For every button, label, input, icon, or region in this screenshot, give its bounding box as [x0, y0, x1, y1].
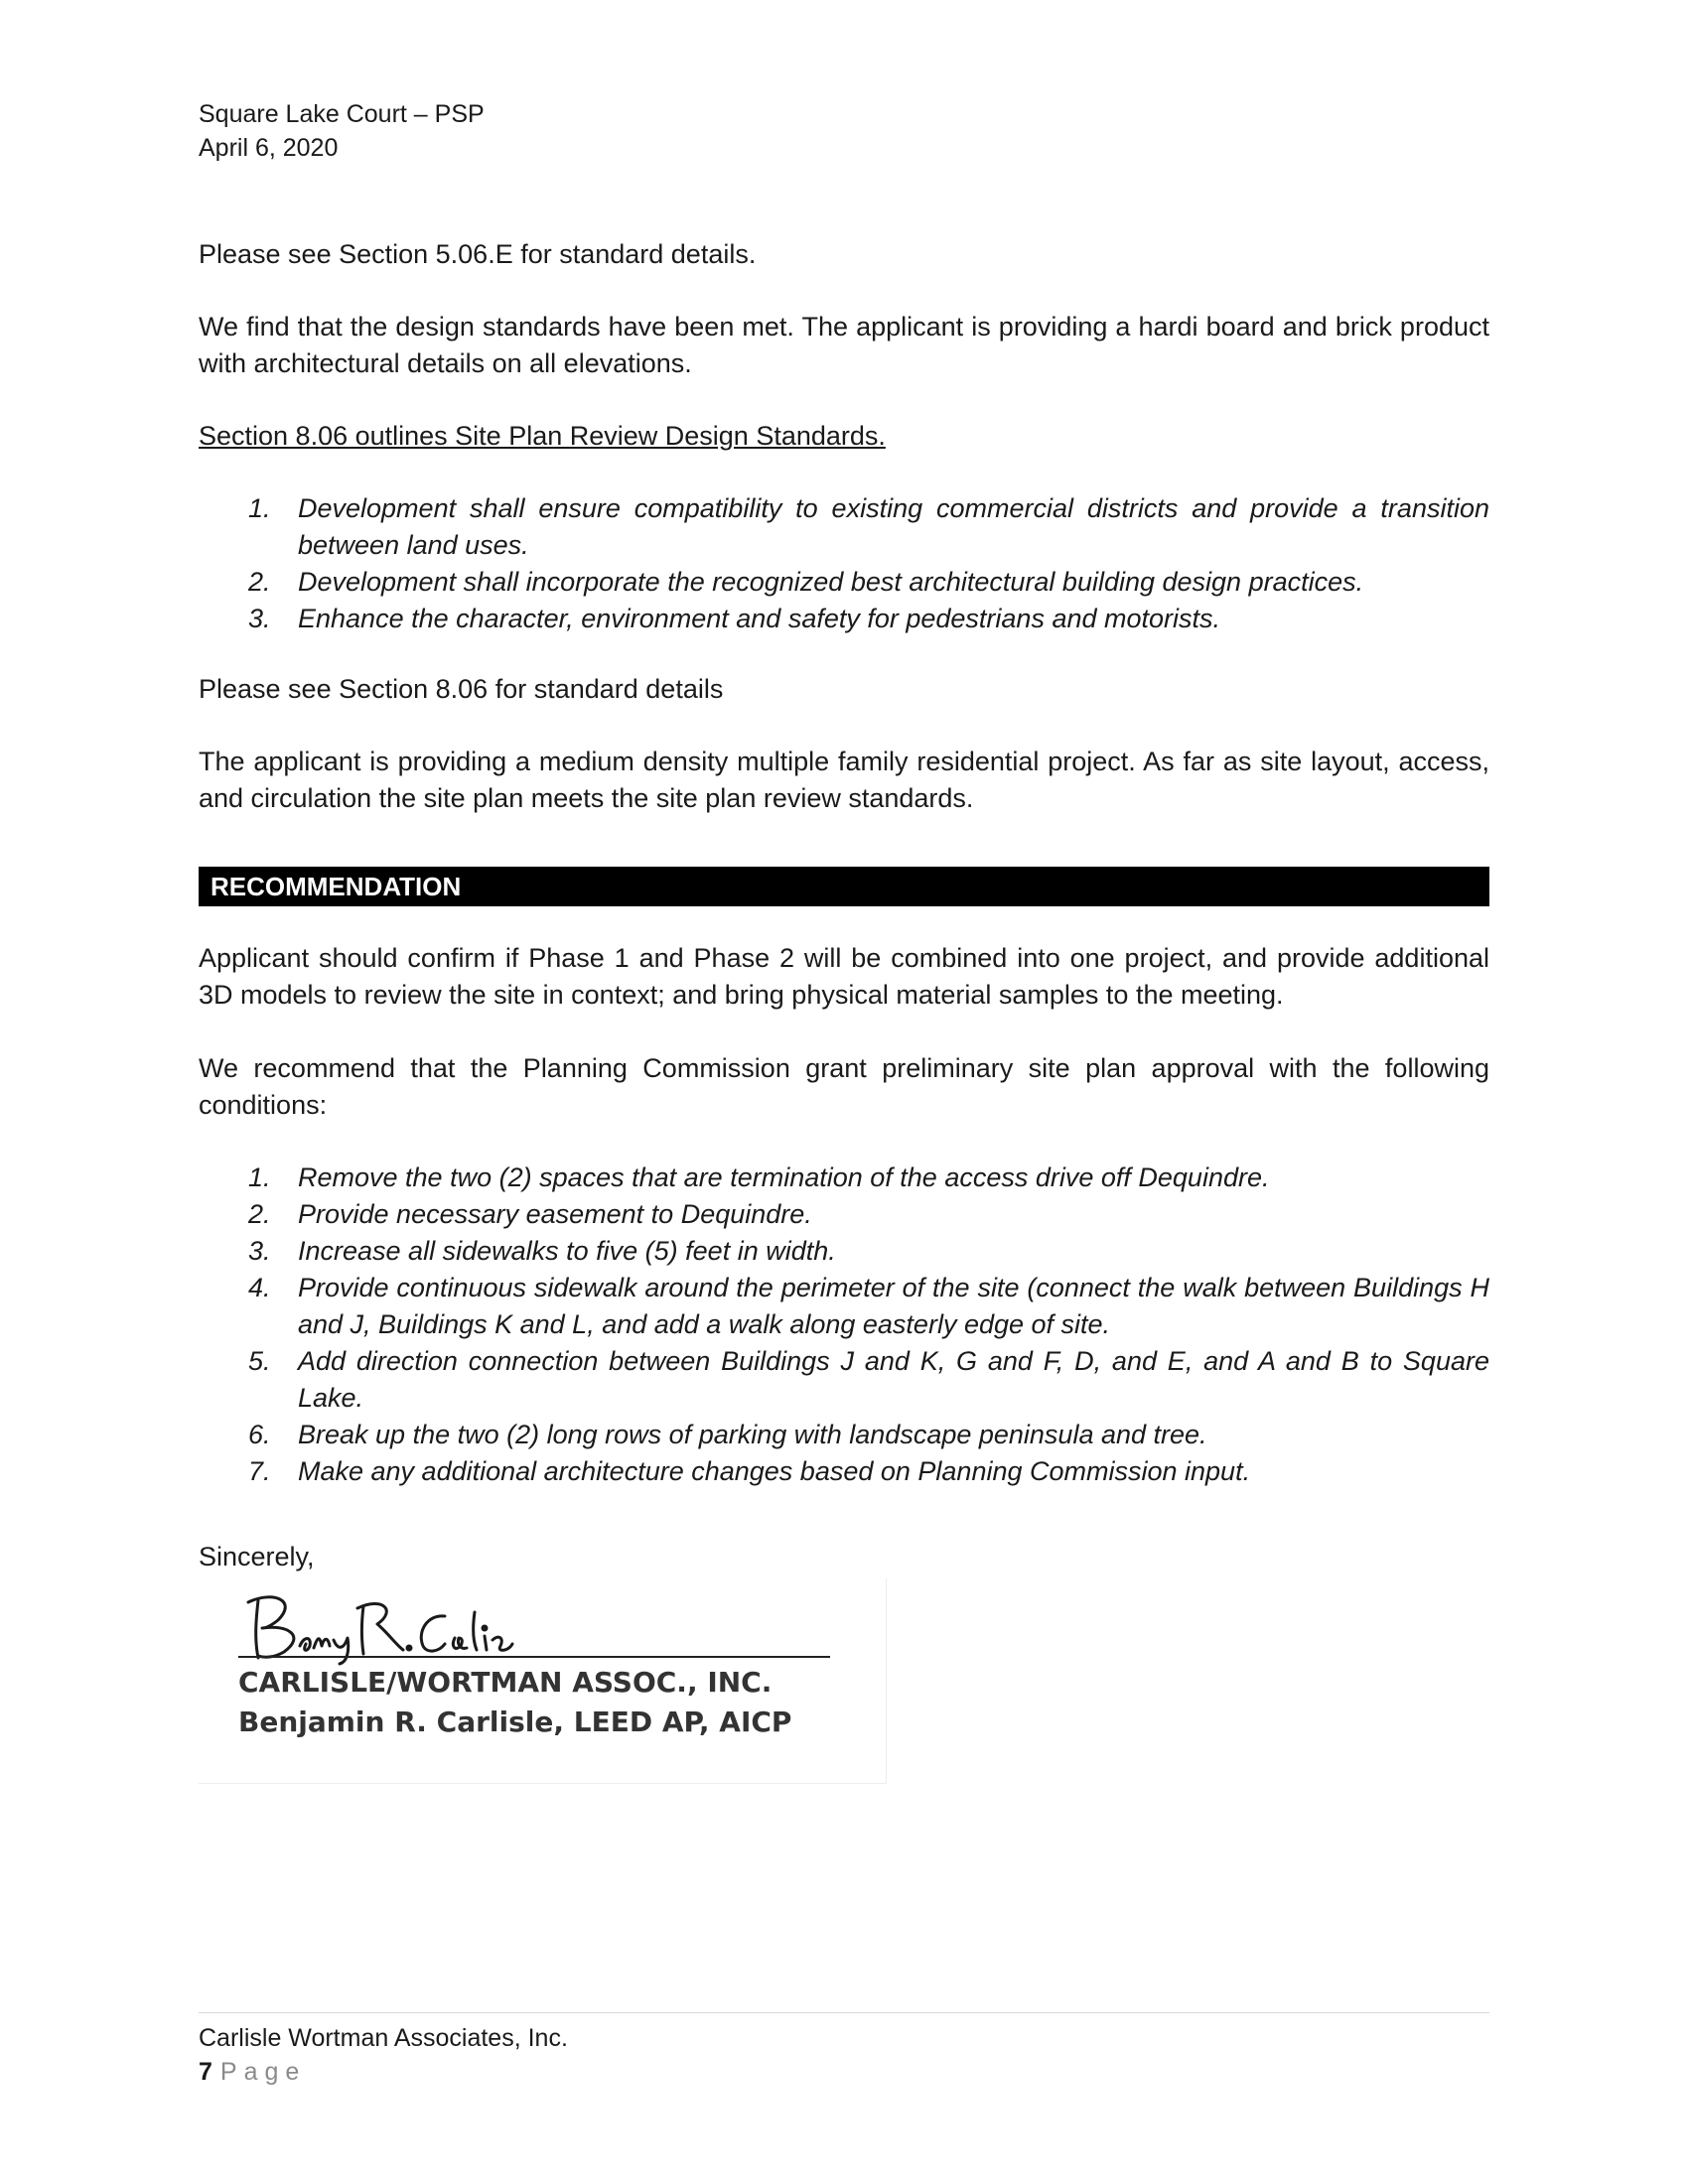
list-item: [199, 490, 1489, 564]
page-number: 7: [199, 2058, 212, 2086]
footer-page-indicator: [199, 2055, 306, 2089]
document-page: [199, 0, 1489, 2184]
signature-block: [199, 1578, 887, 1784]
list-item-number: 6.: [248, 1420, 271, 1449]
header-date: April 6, 2020: [199, 134, 339, 162]
list-item: [199, 1417, 1489, 1453]
salutation: Sincerely,: [199, 1542, 315, 1571]
list-item-text: Enhance the character, environment and safety for pedestrians and motorists.: [298, 604, 1221, 633]
list-item-number: 3.: [248, 604, 271, 633]
footer-company: Carlisle Wortman Associates, Inc.: [199, 2024, 568, 2052]
list-item-text: Provide necessary easement to Dequindre.: [298, 1199, 812, 1229]
list-item-number: 2.: [248, 1199, 271, 1229]
list-item: [199, 1233, 1489, 1270]
signature-firm: CARLISLE/WORTMAN ASSOC., INC.: [238, 1666, 773, 1699]
footer-divider: [199, 2012, 1489, 2013]
paragraph-design-standards-met: We find that the design standards have been met. The applicant is providing a hardi board and brick product with architectural details on all elevations.: [199, 312, 1489, 378]
paragraph-section-5-06: Please see Section 5.06.E for standard details.: [199, 239, 757, 269]
list-item: [199, 1343, 1489, 1417]
list-item-number: 1.: [248, 493, 271, 523]
list-item-text: Add direction connection between Buildings J and K, G and F, D, and E, and A and B to Square Lake.: [298, 1346, 1489, 1413]
list-item-number: 3.: [248, 1236, 271, 1266]
paragraph-recommend-approval: We recommend that the Planning Commission grant preliminary site plan approval with the following conditions:: [199, 1053, 1489, 1120]
list-item-number: 4.: [248, 1273, 271, 1302]
list-item: [199, 1160, 1489, 1196]
paragraph-applicant-confirm: Applicant should confirm if Phase 1 and Phase 2 will be combined into one project, and provide additional 3D models to review the site in context; and bring physical material samples to the meeting.: [199, 943, 1489, 1010]
recommendation-heading: RECOMMENDATION: [199, 867, 1489, 906]
signature-person: Benjamin R. Carlisle, LEED AP, AICP: [238, 1706, 792, 1738]
paragraph-site-layout: The applicant is providing a medium density multiple family residential project. As far as site layout, access, and circulation the site plan meets the site plan review standards.: [199, 747, 1489, 813]
page-label: Page: [219, 2058, 307, 2086]
section-8-06-heading: Section 8.06 outlines Site Plan Review Design Standards.: [199, 421, 886, 451]
list-item-number: 7.: [248, 1456, 271, 1486]
list-item-number: 5.: [248, 1346, 271, 1376]
list-item-text: Provide continuous sidewalk around the perimeter of the site (connect the walk between Buildings H and J, Buildings K and L, and add a walk along easterly edge of site.: [298, 1273, 1489, 1339]
list-item: [199, 1270, 1489, 1343]
list-item-text: Remove the two (2) spaces that are termination of the access drive off Dequindre.: [298, 1162, 1270, 1192]
conditions-list: [199, 1160, 1489, 1490]
list-item: [199, 564, 1489, 601]
list-item-text: Development shall ensure compatibility to existing commercial districts and provide a transition between land uses.: [298, 493, 1489, 560]
list-item: [199, 1196, 1489, 1233]
list-item-text: Break up the two (2) long rows of parking with landscape peninsula and tree.: [298, 1420, 1207, 1449]
list-item: [199, 601, 1489, 637]
header-project: Square Lake Court – PSP: [199, 100, 485, 128]
list-item-number: 1.: [248, 1162, 271, 1192]
list-item-text: Increase all sidewalks to five (5) feet in width.: [298, 1236, 836, 1266]
list-item-number: 2.: [248, 567, 271, 597]
paragraph-section-8-06: Please see Section 8.06 for standard details: [199, 674, 724, 704]
list-item: [199, 1453, 1489, 1490]
list-item-text: Development shall incorporate the recognized best architectural building design practices.: [298, 567, 1364, 597]
signature-line: [238, 1656, 830, 1658]
design-standards-list: [199, 490, 1489, 637]
list-item-text: Make any additional architecture changes based on Planning Commission input.: [298, 1456, 1251, 1486]
